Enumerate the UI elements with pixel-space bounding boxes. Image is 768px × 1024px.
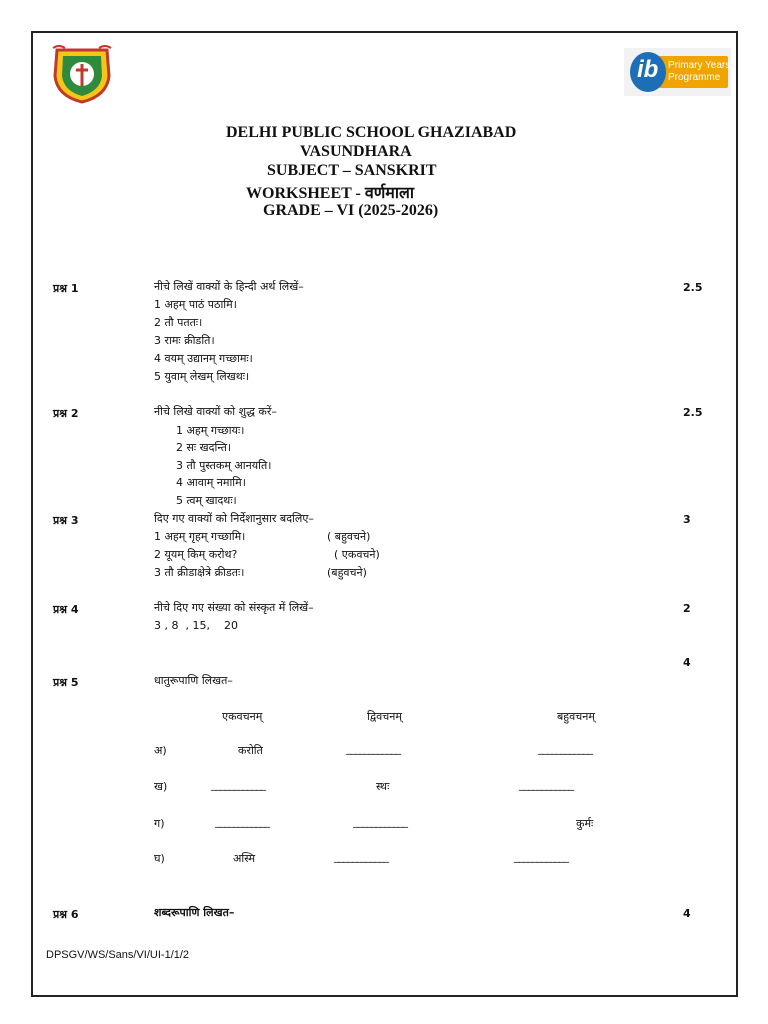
q5-cell: ____________ <box>346 742 400 755</box>
school-branch: VASUNDHARA <box>300 143 412 160</box>
q2-item: 3 तौ पुस्तकम् आनयति। <box>176 459 272 472</box>
q2-marks: 2.5 <box>683 406 703 419</box>
q6-marks: 4 <box>683 907 691 920</box>
q3-marks: 3 <box>683 513 691 526</box>
q3-item-hint: ( एकवचने) <box>334 548 380 561</box>
q5-cell: अस्मि <box>233 852 256 865</box>
q1-item: 4 वयम् उद्यानम् गच्छामः। <box>154 352 253 365</box>
worksheet-title: WORKSHEET - वर्णमाला <box>246 185 415 202</box>
q2-item: 1 अहम् गच्छायः। <box>176 424 245 437</box>
q5-cell: ____________ <box>519 778 573 791</box>
q2-item: 5 त्वम् खादथः। <box>176 494 237 507</box>
q5-cell: ____________ <box>514 850 568 863</box>
q4-marks: 2 <box>683 602 691 615</box>
ib-logo-letters: ib <box>637 56 659 83</box>
q2-instruction: नीचे लिखे वाक्यों को शुद्ध करें– <box>154 405 277 418</box>
q2-item: 2 सः खदन्ति। <box>176 441 232 454</box>
q5-cell: ____________ <box>334 850 388 863</box>
q5-cell: ____________ <box>538 742 592 755</box>
q5-instruction: धातुरूपाणि लिखत– <box>154 674 233 687</box>
q1-item: 5 युवाम् लेखम् लिखथः। <box>154 370 250 383</box>
ib-logo-line1: Primary Years <box>668 60 731 71</box>
q1-instruction: नीचे लिखें वाक्यों के हिन्दी अर्थ लिखें– <box>154 280 304 293</box>
footer-code: DPSGV/WS/Sans/VI/UI-1/1/2 <box>46 949 190 961</box>
q3-label: प्रश्न 3 <box>53 514 79 527</box>
grade-line: GRADE – VI (2025-2026) <box>263 202 439 219</box>
q6-label: प्रश्न 6 <box>53 908 79 921</box>
q1-item: 3 रामः क्रीडति। <box>154 334 215 347</box>
q5-row-key: ख) <box>154 780 168 793</box>
q4-instruction: नीचे दिए गए संख्या को संस्कृत में लिखें– <box>154 601 314 614</box>
q5-col-header: एकवचनम् <box>222 710 263 723</box>
q3-instruction: दिए गए वाक्यों को निर्देशानुसार बदलिए– <box>154 512 314 525</box>
q1-label: प्रश्न 1 <box>53 282 79 295</box>
q5-label: प्रश्न 5 <box>53 676 79 689</box>
q5-cell: स्थः <box>376 780 390 793</box>
school-name: DELHI PUBLIC SCHOOL GHAZIABAD <box>226 124 517 141</box>
q5-cell: ____________ <box>211 778 265 791</box>
subject-line: SUBJECT – SANSKRIT <box>267 162 437 179</box>
q3-item-text: 3 तौ क्रीडाक्षेत्रे क्रीडतः। <box>154 566 245 579</box>
q5-cell: ____________ <box>215 815 269 828</box>
ib-logo <box>624 48 731 96</box>
q5-cell: करोति <box>238 744 263 757</box>
q2-label: प्रश्न 2 <box>53 407 79 420</box>
ib-logo-line2: Programme <box>668 72 721 83</box>
q1-marks: 2.5 <box>683 281 703 294</box>
q4-numbers: 3 , 8 , 15, 20 <box>154 619 238 632</box>
q1-item: 1 अहम् पाठं पठामि। <box>154 298 237 311</box>
q5-col-header: द्विवचनम् <box>367 710 402 723</box>
q4-label: प्रश्न 4 <box>53 603 79 616</box>
q5-row-key: अ) <box>154 744 167 757</box>
q5-col-header: बहुवचनम् <box>557 710 595 723</box>
q3-item-text: 1 अहम् गृहम् गच्छामि। <box>154 530 246 543</box>
q5-row-key: ग) <box>154 817 165 830</box>
q6-instruction: शब्दरूपाणि लिखत– <box>154 906 235 919</box>
q3-item-hint: (बहुवचने) <box>327 566 367 579</box>
q2-item: 4 आवाम् नमामि। <box>176 476 246 489</box>
q3-item-text: 2 यूयम् किम् करोथ? <box>154 548 238 561</box>
school-logo <box>49 44 115 104</box>
q5-marks: 4 <box>683 656 691 669</box>
q5-row-key: घ) <box>154 852 165 865</box>
q5-cell: ____________ <box>353 815 407 828</box>
q3-item-hint: ( बहुवचने) <box>327 530 371 543</box>
q5-cell: कुर्मः <box>576 817 594 830</box>
q1-item: 2 तौ पततः। <box>154 316 203 329</box>
